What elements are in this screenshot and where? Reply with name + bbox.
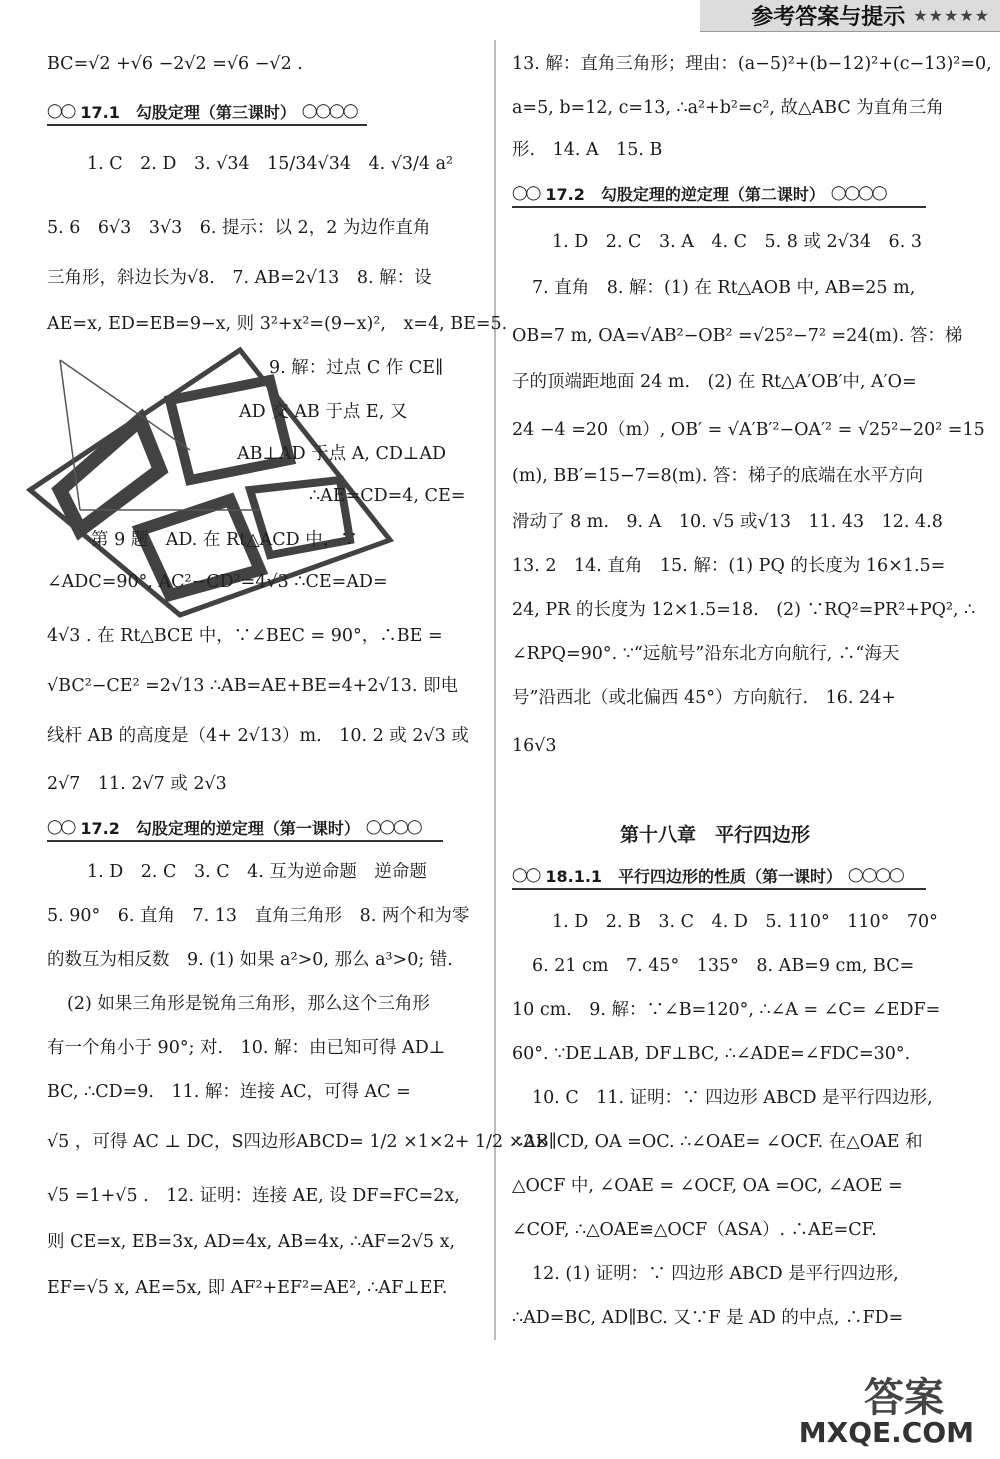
ornament-icon: ◯◯ bbox=[512, 867, 540, 883]
text-line: 号”沿西北（或北偏西 45°）方向航行. 16. 24+ bbox=[512, 688, 896, 708]
text-line: OB=7 m, OA=√AB²−OB² =√25²−7² =24(m). 答：梯 bbox=[512, 326, 963, 346]
text-line: ∠RPQ=90°. ∵“远航号”沿东北方向航行, ∴“海天 bbox=[512, 644, 900, 664]
watermark-url: MXQE.COM bbox=[798, 1416, 974, 1449]
text-line: AB⊥AD 于点 A, CD⊥AD bbox=[237, 444, 447, 464]
text-line: ∴AD=BC, AD∥BC. 又∵F 是 AD 的中点, ∴FD= bbox=[512, 1308, 904, 1328]
text-line: 13. 解：直角三角形；理由：(a−5)²+(b−12)²+(c−13)²=0, bbox=[512, 54, 992, 74]
text-line: EF=√5 x, AE=5x, 即 AF²+EF²=AE², ∴AF⊥EF. bbox=[47, 1278, 448, 1298]
text-line: 第 9 题 AD. 在 Rt△ACD 中，∵ bbox=[91, 530, 358, 550]
page-header-banner bbox=[700, 0, 1000, 32]
text-line: √5 ，可得 AC ⊥ DC，S四边形ABCD= 1/2 ×1×2+ 1/2 ×2× bbox=[47, 1132, 550, 1152]
text-line: 9. 解：过点 C 作 CE∥ bbox=[269, 358, 444, 378]
text-line: 三角形，斜边长为√8. 7. AB=2√13 8. 解：设 bbox=[47, 268, 432, 288]
text-line: BC=√2 +√6 −2√2 =√6 −√2 . bbox=[47, 54, 303, 74]
text-line: (2) 如果三角形是锐角三角形，那么这个三角形 bbox=[67, 994, 430, 1014]
ornament-icon: ◯◯ bbox=[47, 103, 75, 119]
chapter-title: 第十八章 平行四边形 bbox=[620, 824, 811, 846]
text-line: 5. 90° 6. 直角 7. 13 直角三角形 8. 两个和为零 bbox=[47, 906, 470, 926]
text-line: 12. (1) 证明：∵ 四边形 ABCD 是平行四边形, bbox=[532, 1264, 899, 1284]
text-line: 滑动了 8 m. 9. A 10. √5 或√13 11. 43 12. 4.8 bbox=[512, 512, 943, 532]
text-line: ∠ADC=90°, AC²−CD²=4√3 ∴CE=AD= bbox=[47, 572, 388, 592]
ornament-icon: ◯◯ bbox=[512, 185, 540, 201]
header-title: 参考答案与提示 bbox=[751, 5, 906, 30]
text-line: ∴AB∥CD, OA =OC. ∴∠OAE= ∠OCF. 在△OAE 和 bbox=[512, 1132, 923, 1152]
ornament-icon: ◯◯◯◯ bbox=[848, 867, 903, 883]
text-line: 有一个角小于 90°; 对. 10. 解：由已知可得 AD⊥ bbox=[47, 1038, 446, 1058]
site-watermark bbox=[760, 1366, 980, 1451]
text-line: (m), BB′=15−7=8(m). 答：梯子的底端在水平方向 bbox=[512, 466, 923, 486]
text-line: AD 交 AB 于点 E, 又 bbox=[239, 402, 408, 422]
text-line: 7. 直角 8. 解：(1) 在 Rt△AOB 中, AB=25 m, bbox=[532, 278, 916, 298]
text-line: 线杆 AB 的高度是（4+ 2√13）m. 10. 2 或 2√3 或 bbox=[47, 726, 469, 746]
ornament-icon: ◯◯ bbox=[47, 819, 75, 835]
text-line: 1. C 2. D 3. √34 15/34√34 4. √3/4 a² bbox=[87, 154, 454, 174]
text-line: BC, ∴CD=9. 11. 解：连接 AC，可得 AC = bbox=[47, 1082, 411, 1102]
section-heading: ◯◯ 18.1.1 平行四边形的性质（第一课时） ◯◯◯◯ bbox=[512, 862, 926, 890]
text-line: 子的顶端距地面 24 m. (2) 在 Rt△A′OB′中, A′O= bbox=[512, 372, 917, 392]
text-line: 24, PR 的长度为 12×1.5=18. (2) ∵RQ²=PR²+PQ², ∴ bbox=[512, 600, 976, 620]
text-line: 1. D 2. B 3. C 4. D 5. 110° 110° 70° bbox=[552, 912, 938, 932]
ornament-icon: ◯◯◯◯ bbox=[830, 185, 886, 201]
text-line: △OCF 中, ∠OAE = ∠OCF, OA =OC, ∠AOE = bbox=[512, 1176, 903, 1196]
text-line: 1. D 2. C 3. C 4. 互为逆命题 逆命题 bbox=[87, 862, 427, 882]
text-line: 13. 2 14. 直角 15. 解：(1) PQ 的长度为 16×1.5= bbox=[512, 556, 946, 576]
text-line: 的数互为相反数 9. (1) 如果 a²>0, 那么 a³>0; 错. bbox=[47, 950, 453, 970]
text-line: 10 cm. 9. 解：∵∠B=120°, ∴∠A = ∠C= ∠EDF= bbox=[512, 1000, 941, 1020]
text-line: 16√3 bbox=[512, 736, 557, 756]
text-line: 4√3 . 在 Rt△BCE 中，∵∠BEC = 90°，∴BE = bbox=[47, 626, 443, 646]
text-line: 10. C 11. 证明：∵ 四边形 ABCD 是平行四边形, bbox=[532, 1088, 933, 1108]
text-line: 2√7 11. 2√7 或 2√3 bbox=[47, 774, 227, 794]
ornament-icon: ◯◯◯◯ bbox=[301, 103, 357, 119]
text-line: 形. 14. A 15. B bbox=[512, 140, 663, 160]
text-line: ∴AE=CD=4, CE= bbox=[309, 486, 466, 506]
section-heading: ◯◯ 17.2 勾股定理的逆定理（第一课时） ◯◯◯◯ bbox=[47, 814, 443, 842]
text-line: 6. 21 cm 7. 45° 135° 8. AB=9 cm, BC= bbox=[532, 956, 915, 976]
text-line: 5. 6 6√3 3√3 6. 提示：以 2，2 为边作直角 bbox=[47, 218, 431, 238]
text-line: √BC²−CE² =2√13 ∴AB=AE+BE=4+2√13. 即电 bbox=[47, 676, 459, 696]
text-line: ∠COF, ∴△OAE≌△OCF（ASA）. ∴AE=CF. bbox=[512, 1220, 877, 1240]
ornament-icon: ◯◯◯◯ bbox=[365, 819, 421, 835]
text-line: 1. D 2. C 3. A 4. C 5. 8 或 2√34 6. 3 bbox=[552, 232, 922, 252]
text-line: √5 =1+√5 . 12. 证明：连接 AE, 设 DF=FC=2x, bbox=[47, 1186, 460, 1206]
text-line: 则 CE=x, EB=3x, AD=4x, AB=4x, ∴AF=2√5 x, bbox=[47, 1232, 456, 1252]
text-line: AE=x, ED=EB=9−x, 则 3²+x²=(9−x)², x=4, BE=5. bbox=[47, 314, 508, 334]
section-heading: ◯◯ 17.2 勾股定理的逆定理（第二课时） ◯◯◯◯ bbox=[512, 180, 926, 208]
section-heading: ◯◯ 17.1 勾股定理（第三课时） ◯◯◯◯ bbox=[47, 98, 367, 126]
text-line: a=5, b=12, c=13, ∴a²+b²=c², 故△ABC 为直角三角 bbox=[512, 98, 944, 118]
text-line: 60°. ∵DE⊥AB, DF⊥BC, ∴∠ADE=∠FDC=30°. bbox=[512, 1044, 911, 1064]
difficulty-stars: ★★★★★ bbox=[913, 6, 990, 25]
text-line: 24 −4 =20（m）, OB′ = √A′B′²−OA′² = √25²−20² =15 bbox=[512, 420, 985, 440]
watermark-logo: 答案 bbox=[864, 1375, 944, 1421]
